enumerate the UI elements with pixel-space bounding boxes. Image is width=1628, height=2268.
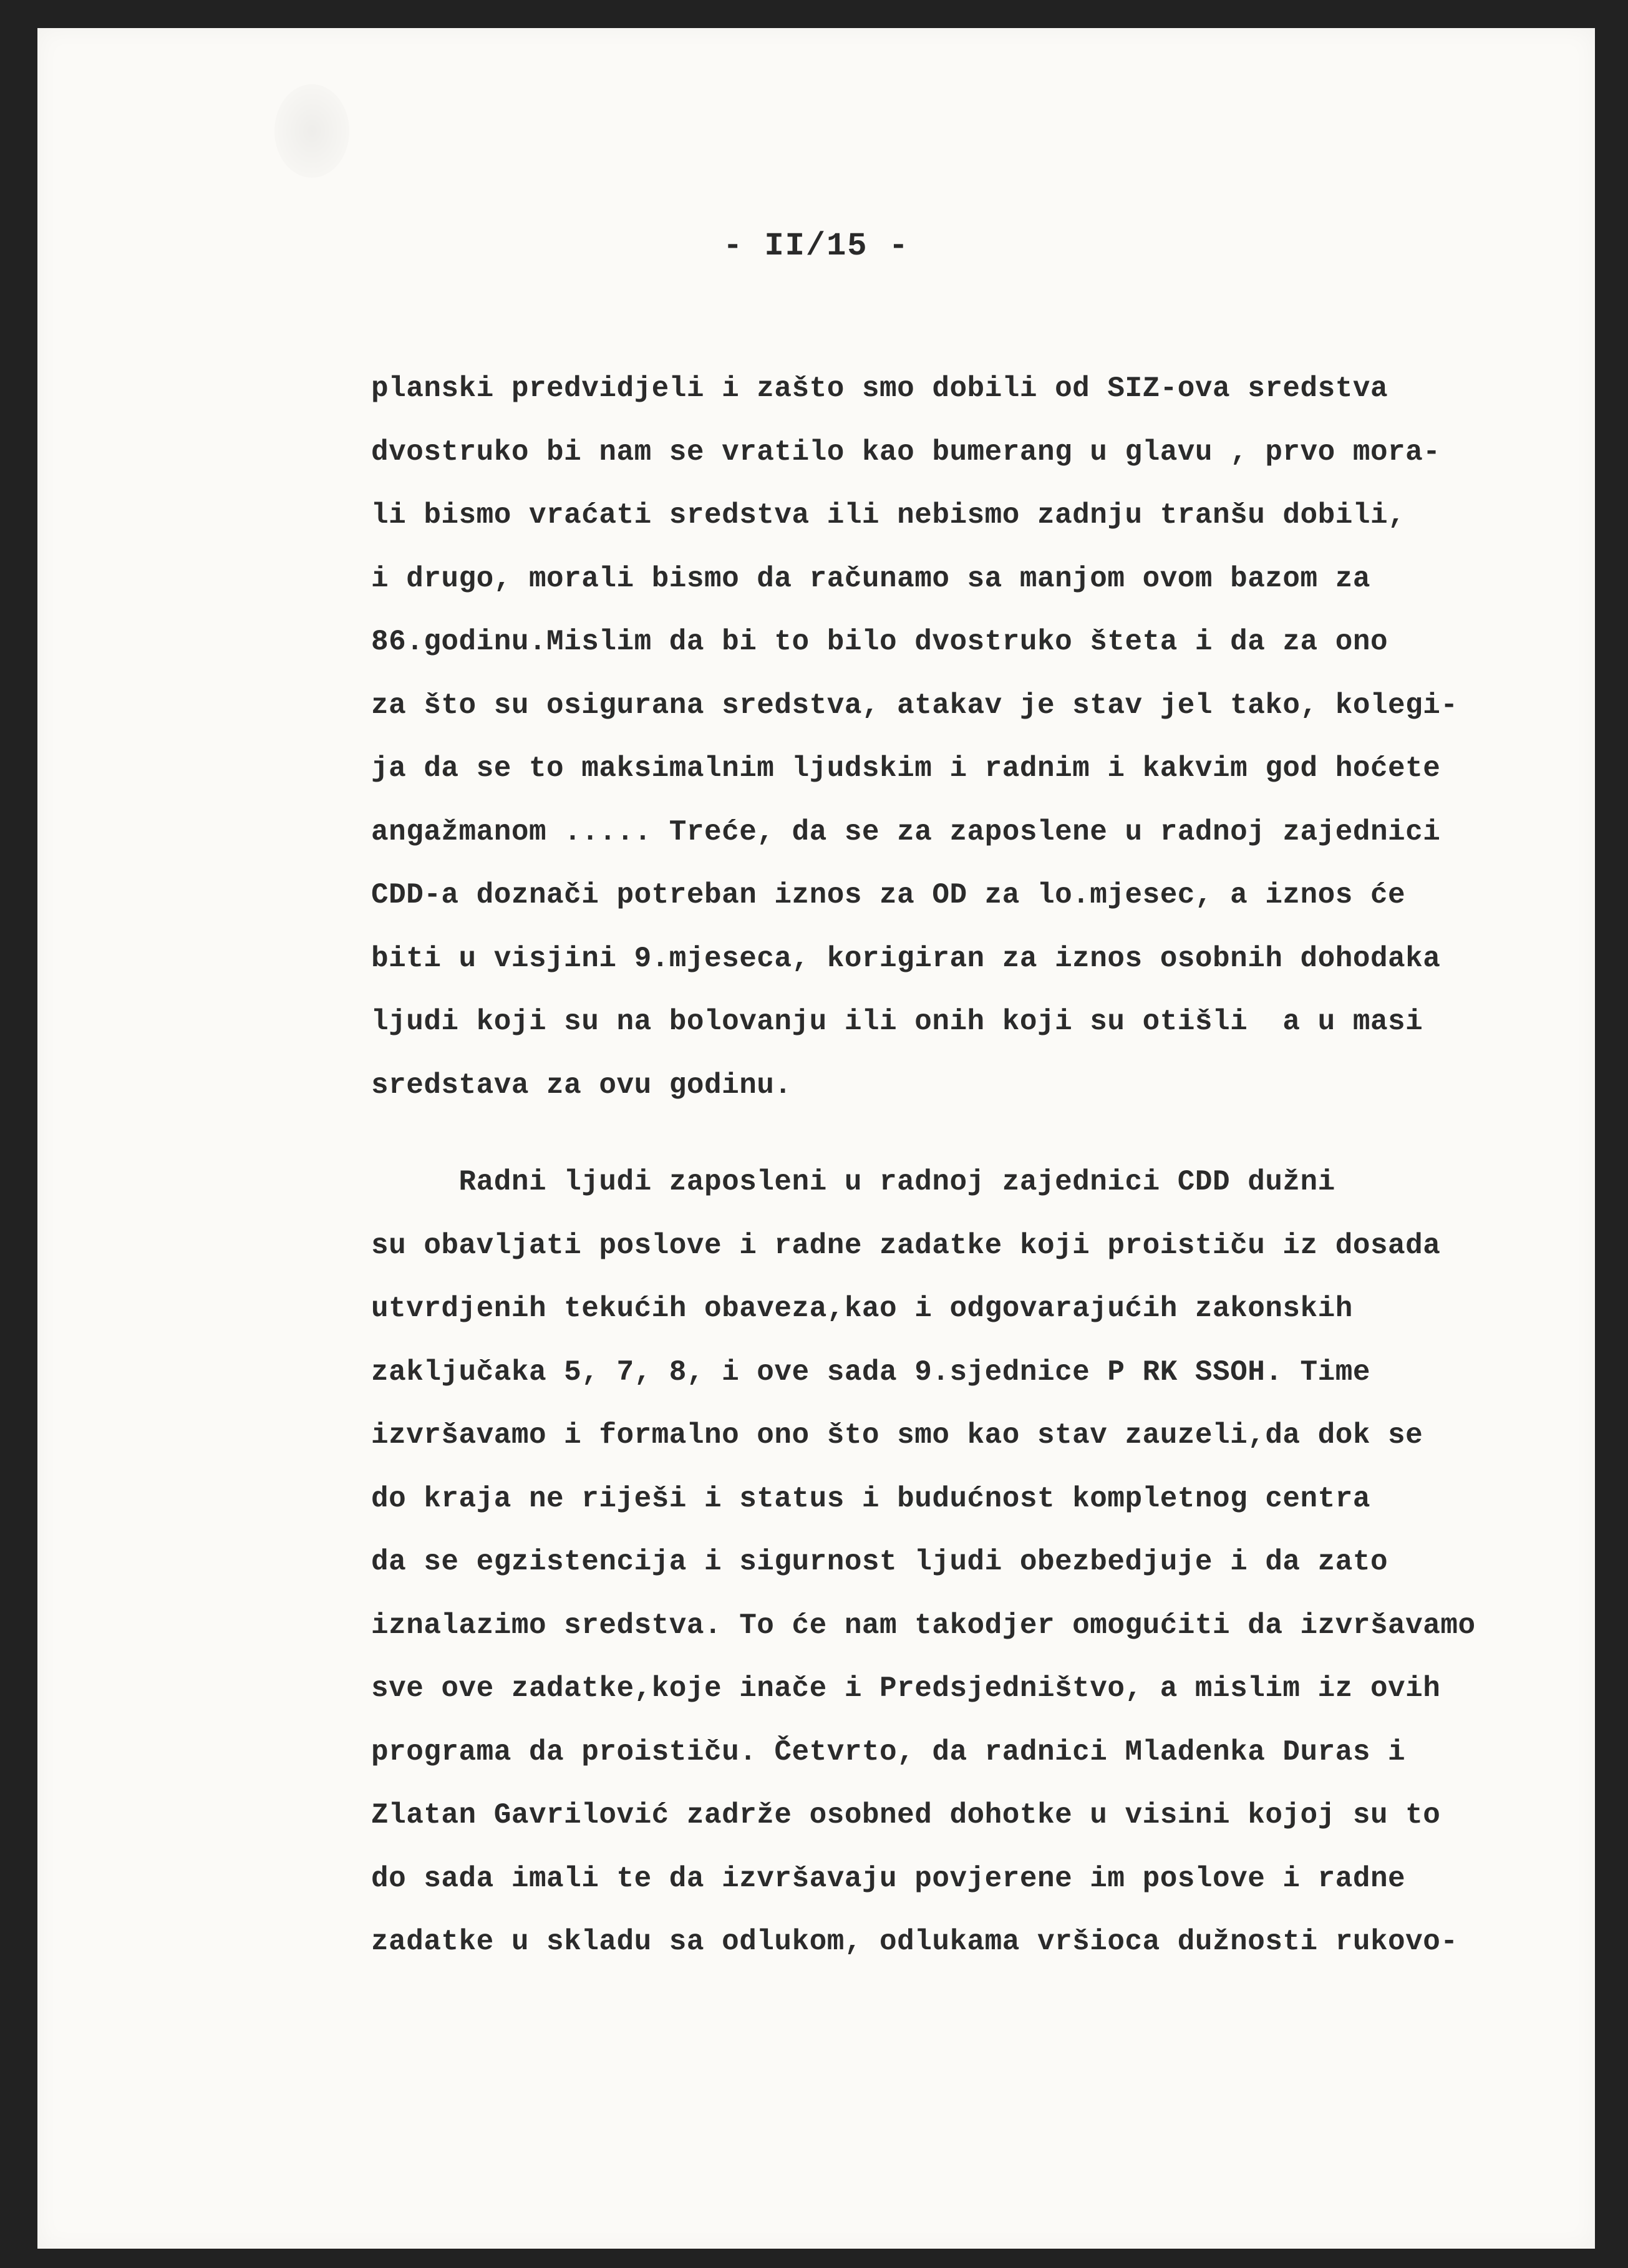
text-line: zadatke u skladu sa odlukom, odlukama vršioca dužnosti rukovo- (371, 1926, 1458, 1958)
document-page (37, 28, 1595, 2249)
text-line: zaključaka 5, 7, 8, i ove sada 9.sjednice P RK SSOH. Time (371, 1355, 1370, 1388)
text-line: su obavljati poslove i radne zadatke koji proističu iz dosada (371, 1229, 1441, 1262)
text-line: programa da proističu. Četvrto, da radnici Mladenka Duras i (371, 1735, 1406, 1768)
text-line: sve ove zadatke,koje inače i Predsjedništvo, a mislim iz ovih (371, 1672, 1441, 1705)
text-line: izvršavamo i formalno ono što smo kao stav zauzeli,da dok se (371, 1419, 1423, 1451)
text-line: sredstava za ovu godinu. (371, 1069, 792, 1102)
text-line: dvostruko bi nam se vratilo kao bumerang u glavu , prvo mora- (371, 435, 1441, 468)
page-number: - II/15 - (723, 228, 909, 264)
paragraph-1 (371, 357, 1594, 1117)
text-line: i drugo, morali bismo da računamo sa manjom ovom bazom za (371, 562, 1370, 595)
text-line: 86.godinu.Mislim da bi to bilo dvostruko šteta i da za ono (371, 626, 1388, 658)
text-line: CDD-a doznači potreban iznos za OD za lo.mjesec, a iznos će (371, 879, 1406, 911)
text-line: za što su osigurana sredstva, atakav je stav jel tako, kolegi- (371, 689, 1458, 722)
text-line: biti u visjini 9.mjeseca, korigiran za iznos osobnih dohodaka (371, 942, 1441, 975)
text-line: ja da se to maksimalnim ljudskim i radnim i kakvim god hoćete (371, 752, 1441, 785)
text-line: iznalazimo sredstva. To će nam takodjer omogućiti da izvršavamo (371, 1609, 1476, 1642)
paper-smudge (274, 84, 349, 178)
text-line: li bismo vraćati sredstva ili nebismo zadnju tranšu dobili, (371, 499, 1406, 531)
text-line: do sada imali te da izvršavaju povjerene im poslove i radne (371, 1862, 1406, 1895)
text-line: planski predvidjeli i zašto smo dobili od SIZ-ova sredstva (371, 372, 1388, 405)
text-line: Radni ljudi zaposleni u radnoj zajednici CDD dužni (371, 1166, 1335, 1198)
text-line: utvrdjenih tekućih obaveza,kao i odgovarajućih zakonskih (371, 1292, 1353, 1325)
text-line: do kraja ne riješi i status i budućnost kompletnog centra (371, 1482, 1370, 1515)
text-line: angažmanom ..... Treće, da se za zaposlene u radnoj zajednici (371, 815, 1441, 848)
text-line: da se egzistencija i sigurnost ljudi obezbedjuje i da zato (371, 1546, 1388, 1578)
text-line: Zlatan Gavrilović zadrže osobned dohotke u visini kojoj su to (371, 1799, 1441, 1831)
paragraph-2 (371, 1151, 1594, 1974)
text-line: ljudi koji su na bolovanju ili onih koji su otišli a u masi (371, 1006, 1423, 1038)
